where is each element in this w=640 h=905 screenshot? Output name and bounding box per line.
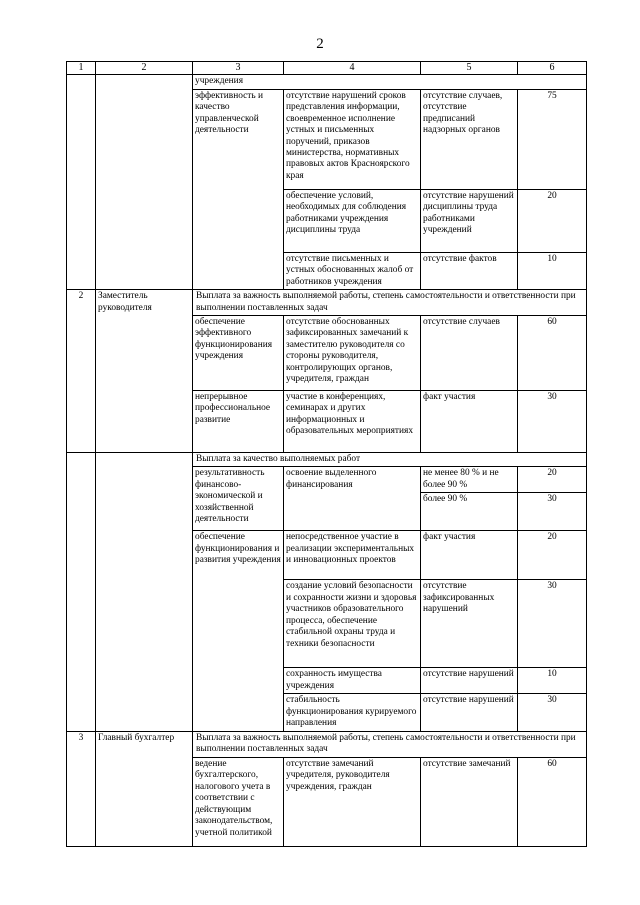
condition-cell: отсутствие письменных и устных обоснованных жалоб от работников учреждения — [284, 252, 421, 289]
table-row — [67, 75, 587, 89]
number-cell: 2 — [67, 290, 96, 453]
number-cell: 3 — [67, 731, 96, 846]
header-cell: 1 — [67, 62, 96, 75]
payment-type-band: Выплата за важность выполняемой работы, степень самостоятельности и ответственности при выполнении поставленных задач — [193, 731, 587, 757]
condition-cell: стабильность функционирования курируемого направления — [284, 694, 421, 731]
criterion-cell: обеспечение функционирования и развития учреждения — [193, 531, 284, 731]
points-cell: 10 — [518, 668, 587, 694]
points-cell: 20 — [518, 189, 587, 252]
points-cell: 60 — [518, 757, 587, 846]
points-cell: 20 — [518, 531, 587, 580]
indicator-cell: отсутствие случаев, отсутствие предписаний надзорных органов — [421, 89, 518, 189]
header-cell: 6 — [518, 62, 587, 75]
table-row — [67, 290, 587, 316]
indicator-cell: отсутствие нарушений — [421, 668, 518, 694]
points-cell: 75 — [518, 89, 587, 189]
indicator-cell: более 90 % — [421, 493, 518, 531]
condition-cell: непосредственное участие в реализации экспериментальных и инновационных проектов — [284, 531, 421, 580]
criterion-cell: ведение бухгалтерского, налогового учета в соответствии с действующим законодательством, учетной политикой — [193, 757, 284, 846]
payment-type-band: Выплата за качество выполняемых работ — [193, 453, 587, 467]
indicator-cell: отсутствие нарушений — [421, 694, 518, 731]
position-cell — [96, 75, 193, 290]
page-number: 2 — [316, 36, 324, 52]
indicator-cell: отсутствие нарушений дисциплины труда работниками учреждений — [421, 189, 518, 252]
payment-type-band: Выплата за важность выполняемой работы, степень самостоятельности и ответственности при выполнении поставленных задач — [193, 290, 587, 316]
header-cell: 5 — [421, 62, 518, 75]
indicator-cell: не менее 80 % и не более 90 % — [421, 467, 518, 493]
criterion-cell: непрерывное профессиональное развитие — [193, 391, 284, 453]
criterion-cell: учреждения — [193, 75, 587, 89]
condition-cell: создание условий безопасности и сохранности жизни и здоровья участников образовательного процесса, обеспечение стабильной охраны труда и техники безопасности — [284, 580, 421, 668]
table-header-row — [67, 62, 587, 75]
indicator-cell: отсутствие зафиксированных нарушений — [421, 580, 518, 668]
points-cell: 60 — [518, 316, 587, 391]
indicator-cell: факт участия — [421, 531, 518, 580]
position-cell: Главный бухгалтер — [96, 731, 193, 846]
position-cell: Заместитель руководителя — [96, 290, 193, 453]
condition-cell: отсутствие нарушений сроков представления информации, своевременное исполнение устных и письменных поручений, приказов министерства, нормативных правовых актов Красноярского края — [284, 89, 421, 189]
indicator-cell: отсутствие фактов — [421, 252, 518, 289]
criterion-cell: эффективность и качество управленческой деятельности — [193, 89, 284, 289]
indicator-cell: отсутствие замечаний — [421, 757, 518, 846]
points-cell: 30 — [518, 493, 587, 531]
position-cell — [96, 453, 193, 732]
condition-cell: отсутствие замечаний учредителя, руководителя учреждения, граждан — [284, 757, 421, 846]
number-cell — [67, 453, 96, 732]
number-cell — [67, 75, 96, 290]
points-cell: 20 — [518, 467, 587, 493]
points-cell: 30 — [518, 694, 587, 731]
condition-cell: отсутствие обоснованных зафиксированных замечаний к заместителю руководителя со стороны руководителя, контролирующих органов, учредителя, граждан — [284, 316, 421, 391]
condition-cell: освоение выделенного финансирования — [284, 467, 421, 531]
header-cell: 2 — [96, 62, 193, 75]
condition-cell: участие в конференциях, семинарах и других информационных и образовательных мероприятиях — [284, 391, 421, 453]
header-cell: 3 — [193, 62, 284, 75]
condition-cell: обеспечение условий, необходимых для соблюдения работниками учреждения дисциплины труда — [284, 189, 421, 252]
indicator-cell: отсутствие случаев — [421, 316, 518, 391]
points-cell: 30 — [518, 580, 587, 668]
condition-cell: сохранность имущества учреждения — [284, 668, 421, 694]
points-cell: 10 — [518, 252, 587, 289]
criterion-cell: обеспечение эффективного функционирования учреждения — [193, 316, 284, 391]
criterion-cell: результативность финансово-экономической и хозяйственной деятельности — [193, 467, 284, 531]
table-row — [67, 731, 587, 757]
table-row — [67, 453, 587, 467]
header-cell: 4 — [284, 62, 421, 75]
points-cell: 30 — [518, 391, 587, 453]
criteria-table — [66, 61, 587, 847]
indicator-cell: факт участия — [421, 391, 518, 453]
